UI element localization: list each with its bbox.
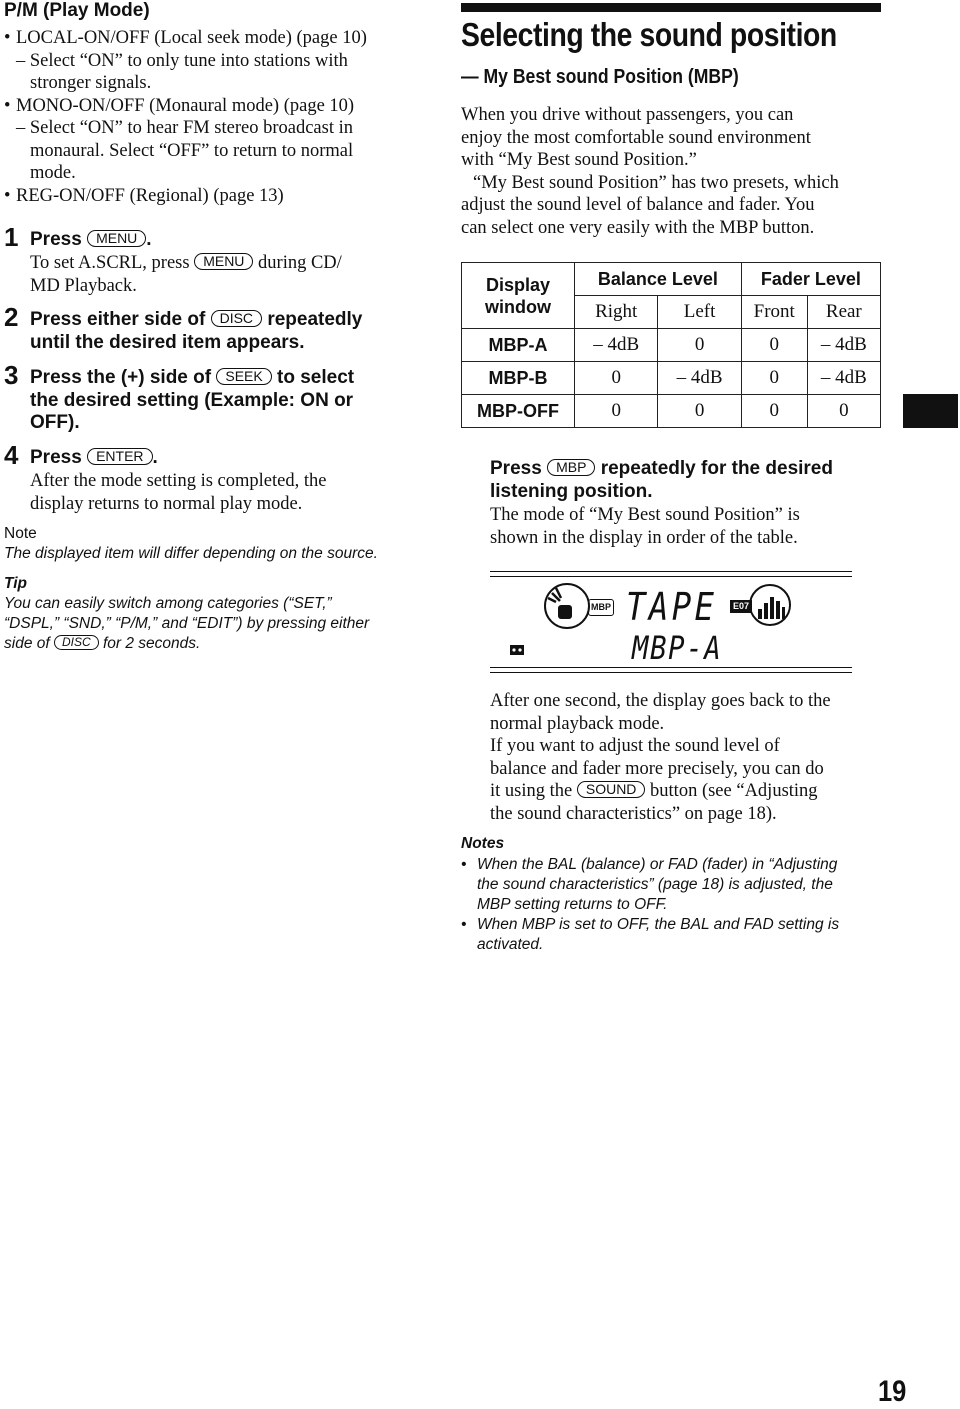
table-header-display: Display window <box>462 263 575 329</box>
step-instruction: OFF). <box>30 412 80 433</box>
row-label: MBP-OFF <box>462 395 575 428</box>
row-label: MBP-A <box>462 329 575 362</box>
chapter-tab <box>903 394 958 428</box>
table-subheader: Left <box>658 296 741 329</box>
note-text: The displayed item will differ depending on the source. <box>4 545 378 562</box>
mbp-badge: MBP <box>588 599 614 616</box>
intro-line: When you drive without passengers, you can <box>461 105 794 125</box>
table-cell: 0 <box>741 395 807 428</box>
table-row <box>462 329 881 362</box>
track-badge: E07 <box>730 600 752 613</box>
after-line: balance and fader more precisely, you can do <box>490 758 824 779</box>
table-row <box>462 395 881 428</box>
step-number: 1 <box>4 222 19 252</box>
step-description: display returns to normal play mode. <box>30 493 303 514</box>
step-instruction: Press ENTER . <box>30 447 158 468</box>
bullet-text: – Select “ON” to hear FM stereo broadcast in <box>16 118 354 138</box>
mbp-table <box>461 262 881 428</box>
table-cell: – 4dB <box>807 362 880 395</box>
step-instruction: Press MENU . <box>30 229 152 250</box>
after-line: After one second, the display goes back to the <box>490 691 831 711</box>
bullet-text: mode. <box>30 163 76 183</box>
menu-key: MENU <box>87 230 146 247</box>
bullet-item: • <box>461 916 467 933</box>
bullet-item: • <box>4 185 11 206</box>
menu-key: MENU <box>194 253 253 270</box>
step-instruction: until the desired item appears. <box>30 331 305 353</box>
note-label: Note <box>4 525 37 542</box>
step-number: 3 <box>4 360 19 390</box>
step-description: To set A.SCRL, press MENU during CD/ <box>30 253 342 273</box>
step-number: 4 <box>4 440 19 470</box>
note-line: the sound characteristics” (page 18) is adjusted, the <box>477 876 833 893</box>
bullet-text: REG-ON/OFF (Regional) (page 13) <box>16 185 284 206</box>
step-instruction: Press the (+) side of SEEK to select <box>30 367 355 388</box>
enter-key: ENTER <box>87 448 152 465</box>
mbp-instruction: Press MBP repeatedly for the desired <box>490 458 833 479</box>
table-header-balance: Balance Level <box>575 263 742 296</box>
table-cell: 0 <box>575 362 658 395</box>
page-number: 19 <box>878 1375 907 1408</box>
tip-label: Tip <box>4 575 27 592</box>
step-instruction: the desired setting (Example: ON or <box>30 389 354 411</box>
note-line: When MBP is set to OFF, the BAL and FAD setting is <box>477 916 840 933</box>
speaker-position-icon <box>542 581 592 631</box>
after-line: If you want to adjust the sound level of <box>490 736 780 756</box>
display-line2: MBP-A <box>632 629 723 667</box>
table-subheader: Right <box>575 296 658 329</box>
mbp-key: MBP <box>547 459 595 476</box>
note-line: activated. <box>477 936 544 953</box>
page-title: Selecting the sound position <box>461 16 837 53</box>
step-instruction: Press either side of DISC repeatedly <box>30 309 363 330</box>
table-cell: 0 <box>658 395 741 428</box>
after-line: normal playback mode. <box>490 713 665 734</box>
seek-key: SEEK <box>216 368 271 385</box>
intro-line: with “My Best sound Position.” <box>461 150 697 170</box>
bullet-text: stronger signals. <box>30 73 152 93</box>
table-cell: 0 <box>658 329 741 362</box>
bullet-item: • <box>4 95 11 116</box>
step-number: 2 <box>4 302 19 332</box>
after-line: it using the SOUND button (see “Adjusting <box>490 781 818 801</box>
note-line: When the BAL (balance) or FAD (fader) in “Adjusting <box>477 856 838 873</box>
bullet-text: – Select “ON” to only tune into stations with <box>16 50 348 71</box>
display-window <box>490 571 852 673</box>
table-cell: 0 <box>741 362 807 395</box>
bullet-item: • <box>4 28 11 48</box>
intro-line: “My Best sound Position” has two presets, which <box>473 172 839 193</box>
step-description: After the mode setting is completed, the <box>30 471 327 491</box>
table-subheader: Front <box>741 296 807 329</box>
table-cell: – 4dB <box>658 362 741 395</box>
bullet-text: MONO-ON/OFF (Monaural mode) (page 10) <box>16 95 355 116</box>
display-line1: TAPE <box>626 585 718 629</box>
disc-key: DISC <box>54 635 99 650</box>
tape-icon <box>510 645 524 655</box>
tip-text: “DSPL,” “SND,” “P/M,” and “EDIT”) by pressing either <box>4 615 370 632</box>
note-line: MBP setting returns to OFF. <box>477 896 668 913</box>
table-cell: – 4dB <box>807 329 880 362</box>
table-cell: – 4dB <box>575 329 658 362</box>
step-description: MD Playback. <box>30 276 137 296</box>
intro-line: adjust the sound level of balance and fader. You <box>461 195 815 215</box>
sound-key: SOUND <box>577 781 646 798</box>
section-title: P/M (Play Mode) <box>4 0 150 21</box>
table-cell: 0 <box>741 329 807 362</box>
level-meter-icon <box>745 583 795 627</box>
table-subheader: Rear <box>807 296 880 329</box>
instruction-desc: The mode of “My Best sound Position” is <box>490 505 800 525</box>
bullet-text: monaural. Select “OFF” to return to normal <box>30 140 354 161</box>
table-row <box>462 362 881 395</box>
notes-label: Notes <box>461 835 505 852</box>
table-cell: 0 <box>575 395 658 428</box>
after-line: the sound characteristics” on page 18). <box>490 803 777 824</box>
tip-text: side of DISC for 2 seconds. <box>4 635 201 652</box>
disc-key: DISC <box>211 310 262 327</box>
mbp-instruction: listening position. <box>490 480 653 502</box>
instruction-desc: shown in the display in order of the table. <box>490 527 798 548</box>
row-label: MBP-B <box>462 362 575 395</box>
page-subtitle: — My Best sound Position (MBP) <box>461 66 739 88</box>
intro-line: enjoy the most comfortable sound environment <box>461 127 811 148</box>
table-header-fader: Fader Level <box>741 263 880 296</box>
bullet-item: • <box>461 856 467 873</box>
intro-line: can select one very easily with the MBP button. <box>461 217 815 238</box>
title-rule <box>461 3 881 12</box>
tip-text: You can easily switch among categories (“SET,” <box>4 595 332 612</box>
bullet-text: LOCAL-ON/OFF (Local seek mode) (page 10) <box>16 28 367 48</box>
table-cell: 0 <box>807 395 880 428</box>
